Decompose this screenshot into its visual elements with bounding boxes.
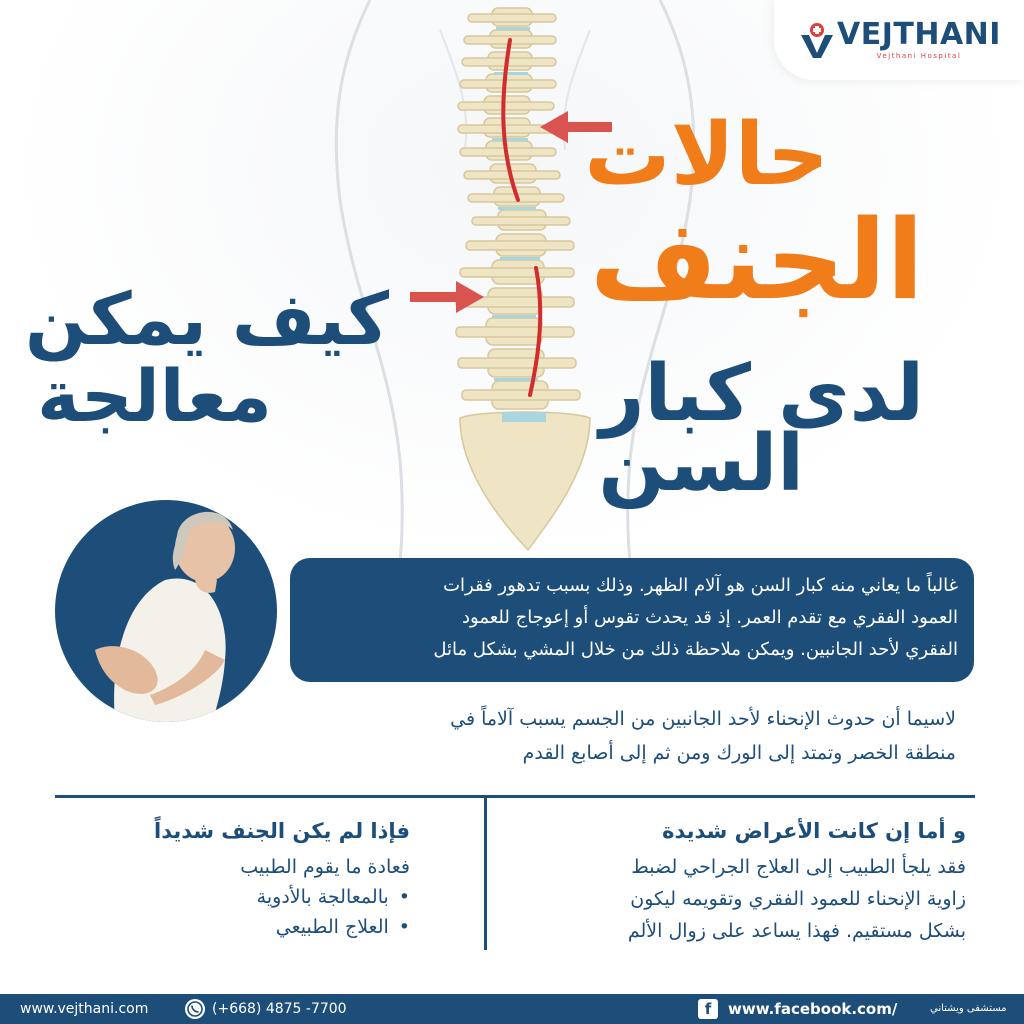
info-line-2: العمود الفقري مع تقدم العمر. إذ قد يحدث تقوس أو إعوجاج للعمود [462,607,958,628]
woman-back-pain-illustration [55,500,277,722]
logo-name: VEJTHANI [837,17,1001,52]
note-paragraph [256,702,956,770]
title-line-1: حالات [584,105,829,205]
divider-horizontal [55,795,975,798]
severe-heading: و أما إن كانت الأعراض شديدة [662,819,966,843]
info-line-1: غالباً ما يعاني منه كبار السن هو آلام الظهر. وذلك بسبب تدهور فقرات [443,575,958,596]
severe-line-1: فقد يلجأ الطبيب إلى العلاج الجراحي لضبط [631,856,966,878]
footer-phone[interactable]: (+668) 4875 -7700 [212,1001,347,1017]
title-line-2: الجنف [589,196,924,324]
title-line-4: السن [598,419,804,509]
severe-line-2: زاوية الإنحناء للعمود الفقري وتقويمه ليكون [630,888,966,910]
hospital-logo[interactable] [774,0,1024,80]
info-line-3: الفقري لأحد الجانبين. ويمكن ملاحظة ذلك من خلال المشي بشكل مائل [433,639,958,660]
note-line-2: منطقة الخصر وتمتد إلى الورك ومن ثم إلى أصابع القدم [522,742,956,764]
patient-photo [55,500,277,722]
footer-website-link[interactable]: www.vejthani.com [20,1001,149,1017]
note-line-1: لاسيما أن حدوث الإنحناء لأحد الجانبين من الجسم يسبب آلاماً في [450,708,956,730]
mild-bullet-1: • بالمعالجة بالأدوية [60,882,410,912]
arrow-icon [408,278,486,316]
facebook-icon: f [698,999,718,1019]
divider-vertical [484,798,487,950]
question-line-1: كيف يمكن [24,277,389,361]
mild-heading: فإذا لم يكن الجنف شديداً [154,819,410,843]
severe-line-3: بشكل مستقيم. فهذا يساعد على زوال الألم [627,920,966,942]
info-box [290,558,974,682]
severe-section [546,812,966,946]
title-line-3: لدى كبار [599,349,924,439]
mild-section [60,812,410,942]
logo-subtitle: Vejthani Hospital [876,52,962,60]
whatsapp-icon [185,999,205,1019]
footer-facebook-link[interactable]: www.facebook.com/ [728,1000,898,1018]
mild-bullet-2: • العلاج الطبيعي [60,912,410,942]
question-line-2: معالجة [37,354,272,438]
footer-facebook-page[interactable]: مستشفى ويشتاني [930,1003,1007,1014]
hospital-logo-icon [799,21,835,59]
footer-bar [0,994,1024,1024]
mild-intro: فعادة ما يقوم الطبيب [240,856,410,878]
